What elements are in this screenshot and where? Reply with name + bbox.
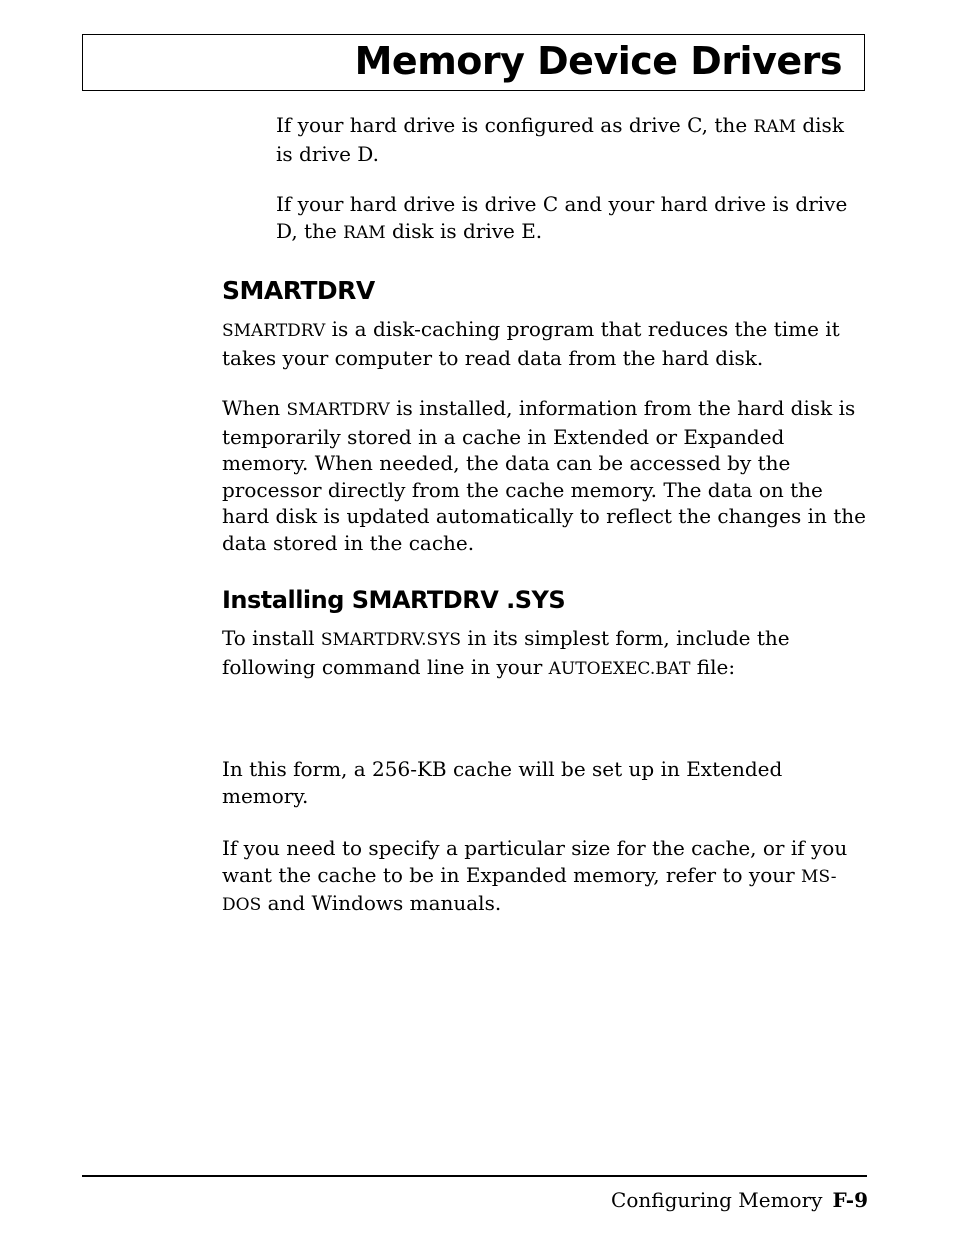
installing-paragraph-2: In this form, a 256-KB cache will be set up in Extended memory. xyxy=(222,757,783,808)
text: and Windows manuals. xyxy=(261,891,502,915)
small-caps-term: MS-DOS xyxy=(222,866,837,915)
small-caps-term: RAM xyxy=(753,117,796,137)
small-caps-term: RAM xyxy=(343,222,386,243)
page-title: Memory Device Drivers xyxy=(354,39,842,83)
smartdrv-paragraph-1 xyxy=(222,316,867,371)
text: in its simplest form, include the following command line in your xyxy=(222,626,790,679)
page-number: F-9 xyxy=(832,1188,868,1212)
text: When xyxy=(222,396,287,420)
text: To install xyxy=(222,626,321,650)
installing-paragraph-3 xyxy=(222,835,867,919)
text: file: xyxy=(690,654,736,679)
smartdrv-paragraph-2 xyxy=(222,395,867,556)
section-heading-smartdrv: SMARTDRV xyxy=(222,276,375,305)
footer-section-title: Configuring Memory xyxy=(611,1188,823,1212)
text: If your hard drive is drive C and your hard drive is drive D, the xyxy=(276,192,848,243)
text: If your hard drive is configured as drive C, the xyxy=(276,113,754,137)
page-header-box xyxy=(82,34,865,91)
text: is installed, information from the hard disk is temporarily stored in a cache in Extended or Expanded memory. When needed, the data can be accessed by the processor directly from the cache memory. The data on the hard disk is updated automatically to reflect the changes in the data stored in the cache. xyxy=(222,396,866,555)
page-footer xyxy=(611,1188,868,1212)
installing-paragraph-1 xyxy=(222,625,867,682)
text: If you need to specify a particular size for the cache, or if you want the cache to be in Expanded memory, refer to your xyxy=(222,836,848,887)
text: is a disk-caching program that reduces the time it takes your computer to read data from the hard disk. xyxy=(222,317,840,370)
small-caps-term: SMARTDRV xyxy=(286,400,390,420)
small-caps-term: SMARTDRV.SYS xyxy=(320,630,462,650)
text: disk is drive D. xyxy=(276,113,844,166)
intro-paragraph-2 xyxy=(276,191,856,246)
text: disk is drive E. xyxy=(385,218,543,243)
footer-rule xyxy=(82,1175,867,1177)
intro-paragraph-1 xyxy=(276,112,856,167)
subsection-heading-installing: Installing SMARTDRV .SYS xyxy=(222,586,566,614)
small-caps-term: AUTOEXEC.BAT xyxy=(548,658,691,679)
small-caps-term: SMARTDRV xyxy=(222,321,326,341)
